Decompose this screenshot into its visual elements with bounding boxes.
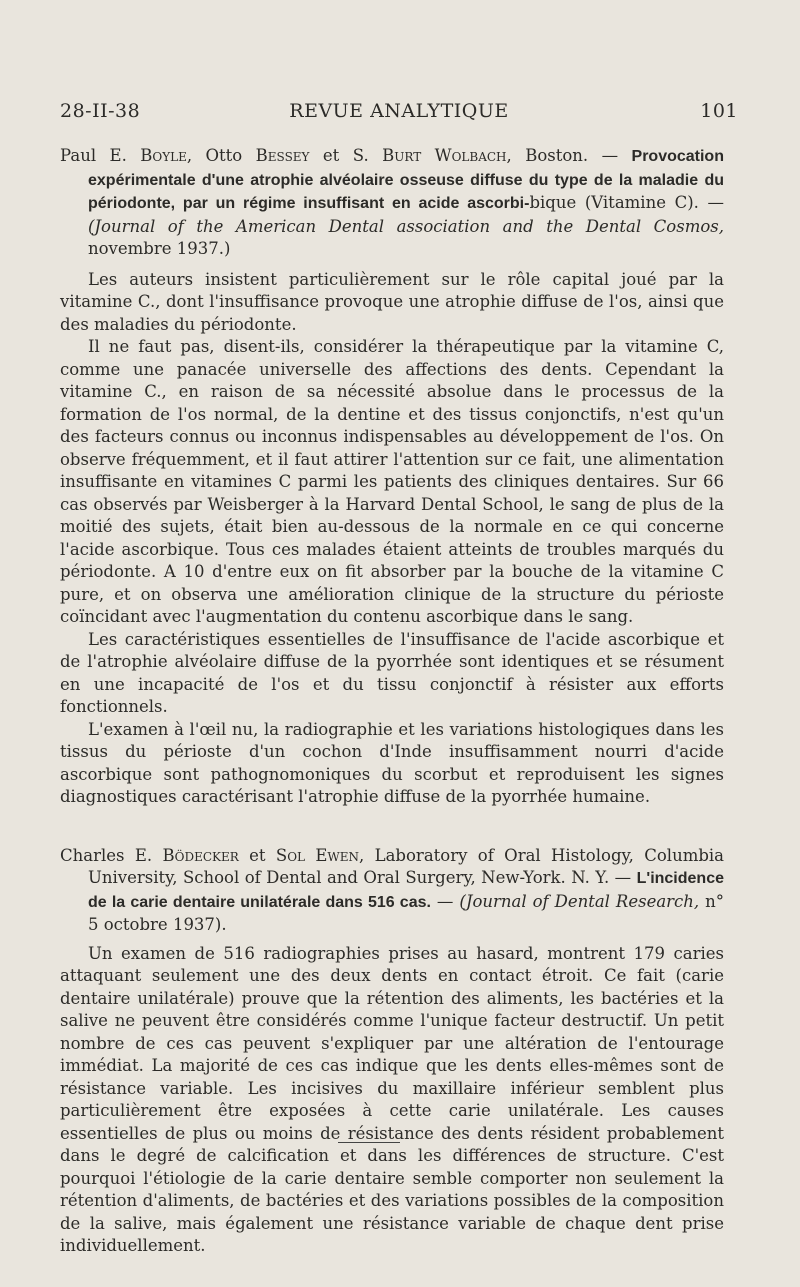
author-middle: Burt (382, 146, 422, 165)
article-boyle (60, 145, 724, 809)
article-bodecker (60, 845, 724, 1258)
journal-citation: (Journal of Dental Research, (459, 891, 700, 911)
paragraph: L'examen à l'œil nu, la radiographie et les variations histologiques dans les tissus du périoste d'un cochon d'Inde insuffisamment nourri d'acide ascorbique sont pathognomoniques du scorbut et reproduisent les signes diagnostiques caractérisant l'atrophie diffuse de la pyorrhée humaine. (60, 719, 724, 806)
paragraph: Il ne faut pas, disent-ils, considérer la thérapeutique par la vitamine C, comme une panacée universelle des affections des dents. Cependant la vitamine C., en raison de sa nécessité absolue dans le processus de la formation de l'os normal, de la dentine et des tissus conjonctifs, n'est qu'un des facteurs connus ou inconnus indispensables au développement de l'os. On observe fréquemment, et il faut attirer l'attention sur ce fait, une alimentation insuffisante en vitamines C parmi les patients des cliniques dentaires. Sur 66 cas observés par Weisberger à la Harvard Dental School, le sang de plus de la moitié des sujets, était bien au-dessous de la normale en ce qui concerne l'acide ascorbique. Tous ces malades étaient atteints de troubles marqués du périodonte. A 10 d'entre eux on fit absorber par la bouche de la vitamine C pure, et on observa une amélioration clinique de la structure du périoste coïncidant avec l'augmentation du contenu ascorbique dans le sang. (60, 337, 724, 626)
paragraph: Les caractéristiques essentielles de l'insuffisance de l'acide ascorbique et de l'atrophie alvéolaire diffuse de la pyorrhée sont identiques et se résument en une incapacité de l'os et du tissu conjonctif à résister aux efforts fonctionnels. (60, 629, 724, 716)
conjunction: et (322, 146, 340, 165)
author-surname: Wolbach, (434, 146, 512, 165)
end-rule (338, 1142, 400, 1143)
author-surname: Bödecker (162, 845, 239, 865)
journal-citation: (Journal of the American Dental association and the Dental Cosmos, (88, 216, 724, 236)
author-first: Charles E. (60, 845, 153, 865)
article-title: Provocation expérimentale d'une atrophie alvéolaire osseuse diffuse du type de la maladie du périodonte, par un régime insuffisant en acide ascorbi- (88, 148, 724, 212)
article-reference (60, 845, 724, 937)
author-first: Paul E. (60, 146, 127, 165)
author-surname: Bessey (255, 146, 310, 165)
dash: — (436, 891, 454, 911)
header-title: REVUE ANALYTIQUE (289, 100, 509, 122)
running-header (60, 100, 738, 130)
article-reference (60, 145, 724, 261)
author-first: S. (352, 146, 369, 165)
citation-date: novembre 1937.) (88, 239, 231, 258)
header-date: 28-II-38 (60, 100, 141, 122)
affiliation: Laboratory of Oral Histology, Columbia University, School of Dental and Oral Surgery, New-York. N. Y. — (88, 845, 725, 887)
paragraph: Les auteurs insistent particulièrement sur le rôle capital joué par la vitamine C., dont l'insuffisance provoque une atrophie diffuse de l'os, ainsi que des maladies du périodonte. (60, 269, 724, 334)
conjunction: et (249, 845, 266, 865)
location: Boston. — (525, 146, 619, 165)
paragraph: Un examen de 516 radiographies prises au hasard, montrent 179 caries attaquant seulement une des deux dents en contact étroit. Ce fait (carie dentaire unilatérale) prouve que la rétention des aliments, les bactéries et la salive ne peuvent être considérés comme l'unique facteur destructif. Un petit nombre de ces cas peuvent s'expliquer par une altération de l'entourage immédiat. La majorité de ces cas indique que les dents elles-mêmes sont de résistance variable. Les incisives du maxillaire inférieur semblent plus particulièrement être exposées à cette carie unilatérale. Les causes essentielles de plus ou moins de résistance des dents résident probablement dans le degré de calcification et dans les différences de structure. C'est pourquoi l'étiologie de la carie dentaire semble comporter non seulement la rétention d'aliments, de bactéries et des variations possibles de la composition de la salive, mais également une résistance variable de chaque dent prise individuellement. (60, 943, 724, 1255)
author-surname: Ewen, (315, 845, 365, 865)
author-surname: Boyle, (140, 146, 193, 165)
article-title-tail: bique (Vitamine C). — (529, 193, 724, 212)
page-number: 101 (700, 100, 738, 122)
section-gap (60, 809, 724, 845)
author-first: Sol (275, 845, 306, 865)
page-content (60, 145, 724, 1258)
article-title: L'incidence de la carie dentaire unilatérale dans 516 cas. (88, 870, 724, 911)
author-first: Otto (205, 146, 243, 165)
citation-date: n° 5 octobre 1937). (88, 891, 725, 934)
